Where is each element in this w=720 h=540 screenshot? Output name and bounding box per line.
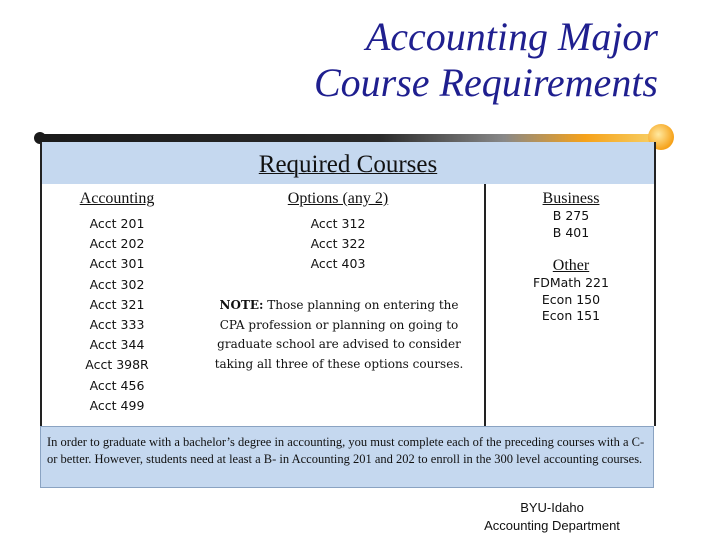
course-item: Acct 322 xyxy=(310,236,366,251)
table-header xyxy=(42,142,654,184)
course-item: Acct 398R xyxy=(85,357,149,373)
decorative-divider-bar xyxy=(36,134,660,142)
credit-line-2: Accounting Department xyxy=(484,518,620,533)
course-item: Acct 301 xyxy=(89,256,145,272)
business-column xyxy=(484,184,656,426)
title-line-1: Accounting Major xyxy=(365,14,658,59)
other-heading: Other xyxy=(552,257,590,274)
course-item: Acct 321 xyxy=(89,296,145,312)
note-text: Those planning on entering the CPA profession or planning on going to graduate school are advised to consider taking all three of these options courses. xyxy=(214,298,464,371)
course-item: Acct 202 xyxy=(89,236,145,252)
course-item: B 401 xyxy=(552,224,590,240)
course-item: Acct 333 xyxy=(89,317,145,333)
other-course-list xyxy=(486,275,656,325)
course-item: Econ 150 xyxy=(541,291,601,307)
course-item: Acct 201 xyxy=(89,216,145,231)
required-courses-table xyxy=(40,142,656,426)
accounting-heading: Accounting xyxy=(79,190,155,207)
accounting-course-list xyxy=(42,214,192,416)
course-item: Acct 302 xyxy=(89,276,145,292)
course-item: FDMath 221 xyxy=(533,275,609,290)
note-label: NOTE: xyxy=(219,298,264,312)
options-note xyxy=(208,296,470,374)
business-heading: Business xyxy=(542,190,600,207)
slide-title xyxy=(314,14,658,106)
title-line-2: Course Requirements xyxy=(313,60,658,105)
table-header-label: Required Courses xyxy=(258,151,438,178)
course-item: Acct 344 xyxy=(89,337,145,353)
business-course-list xyxy=(486,208,656,241)
course-item: Acct 312 xyxy=(310,216,366,231)
course-item: Acct 403 xyxy=(310,256,366,271)
course-item: Acct 499 xyxy=(89,397,145,413)
options-column xyxy=(192,184,484,426)
department-credit xyxy=(470,499,634,535)
credit-line-1: BYU-Idaho xyxy=(520,500,584,515)
graduation-requirement-note: In order to graduate with a bachelor’s degree in accounting, you must complete each of the preceding courses with a C- or better. However, students need at least a B- in Accounting 201 and 202 to enroll in the 300 level accounting courses. xyxy=(40,426,654,488)
course-item: B 275 xyxy=(552,208,590,223)
options-heading: Options (any 2) xyxy=(287,190,389,207)
accounting-column xyxy=(42,184,192,426)
options-course-list xyxy=(192,214,484,274)
course-item: Econ 151 xyxy=(541,308,601,323)
course-item: Acct 456 xyxy=(89,377,145,393)
